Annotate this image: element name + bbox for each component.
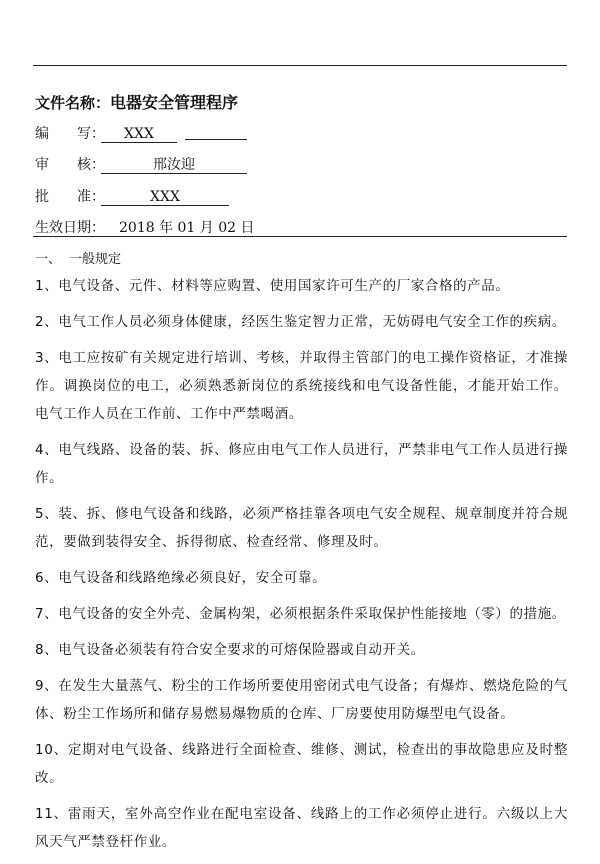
approver-value: XXX bbox=[101, 189, 229, 206]
effective-date-row bbox=[35, 217, 255, 237]
section-title: 一般规定 bbox=[69, 252, 122, 267]
clause-6: 6、电气设备和线路绝缘必须良好，安全可靠。 bbox=[35, 570, 327, 586]
clause-10: 10、定期对电气设备、线路进行全面检查、维修、测试，检查出的事故隐患应及时整改。 bbox=[35, 742, 568, 786]
reviewer-label: 审 核： bbox=[35, 157, 105, 173]
clause-2: 2、电气工作人员必须身体健康，经医生鉴定智力正常，无妨碍电气安全工作的疾病。 bbox=[35, 314, 566, 330]
clause-11: 11、雷雨天，室外高空作业在配电室设备、线路上的工作必须停止进行。六级以上大风天气严禁登杆作业。 bbox=[35, 806, 568, 850]
approver-label: 批 准： bbox=[35, 189, 105, 205]
clause-1: 1、电气设备、元件、材料等应购置、使用国家许可生产的厂家合格的产品。 bbox=[35, 278, 510, 294]
clause-5: 5、装、拆、修电气设备和线路，必须严格挂靠各项电气安全规程、规章制度并符合规范，要做到装得安全、拆得彻底、检查经常、修理及时。 bbox=[35, 506, 568, 550]
document-title-line bbox=[35, 90, 238, 113]
clause-4: 4、电气线路、设备的装、拆、修应由电气工作人员进行，严禁非电气工作人员进行操作。 bbox=[35, 442, 568, 486]
effective-label: 生效日期： bbox=[35, 220, 105, 236]
clause-8: 8、电气设备必须装有符合安全要求的可熔保险器或自动开关。 bbox=[35, 642, 425, 658]
author-label: 编 写： bbox=[35, 126, 105, 142]
clause-list bbox=[35, 272, 568, 864]
author-row bbox=[35, 123, 247, 143]
section-number: 一、 bbox=[35, 252, 62, 267]
title-label: 文件名称： bbox=[35, 94, 111, 112]
reviewer-row bbox=[35, 154, 247, 174]
author-value: XXX bbox=[101, 126, 177, 143]
header-divider bbox=[33, 236, 567, 237]
approver-row bbox=[35, 186, 229, 206]
reviewer-value: 邢汝迎 bbox=[101, 157, 247, 174]
effective-date: 2018 年 01 月 02 日 bbox=[119, 220, 255, 236]
section-heading bbox=[35, 248, 121, 267]
clause-9: 9、在发生大量蒸气、粉尘的工作场所要使用密闭式电气设备；有爆炸、燃烧危险的气体、粉尘工作场所和储存易燃易爆物质的仓库、厂房要使用防爆型电气设备。 bbox=[35, 678, 568, 722]
document-title: 电器安全管理程序 bbox=[110, 93, 239, 112]
clause-7: 7、电气设备的安全外壳、金属构架，必须根据条件采取保护性能接地（零）的措施。 bbox=[35, 606, 566, 622]
top-divider bbox=[33, 65, 567, 66]
clause-3: 3、电工应按矿有关规定进行培训、考核，并取得主管部门的电工操作资格证，才准操作。调换岗位的电工，必须熟悉新岗位的系统接线和电气设备性能，才能开始工作。电气工作人员在工作前、工作中严禁喝酒。 bbox=[35, 350, 568, 422]
author-blank-line bbox=[185, 125, 247, 140]
